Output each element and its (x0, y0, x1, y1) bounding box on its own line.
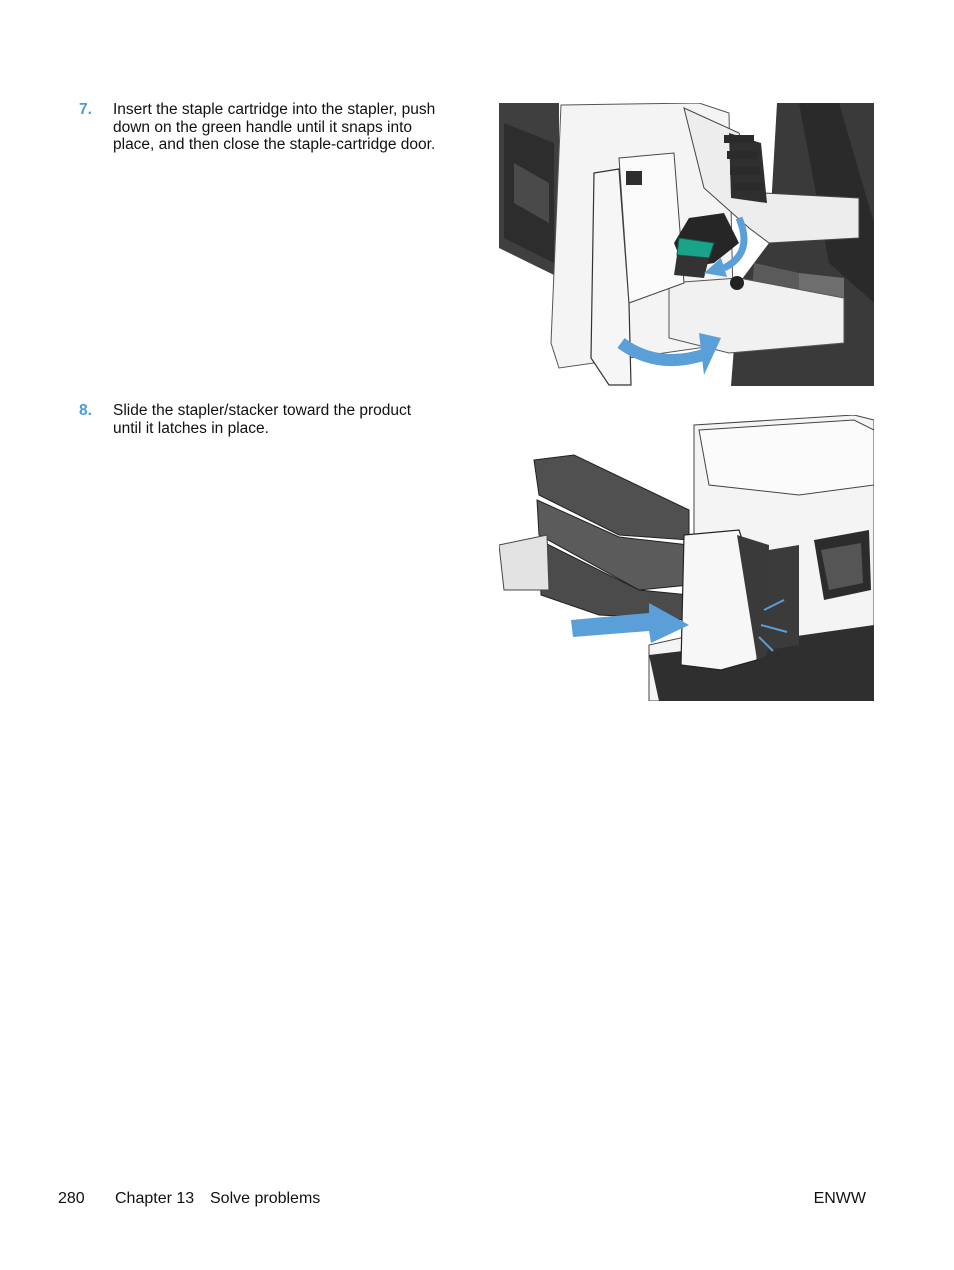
step-text: Insert the staple cartridge into the stapler, push down on the green handle until it snaps into place, and then close the staple-cartridge door. (113, 101, 436, 153)
step-text: Slide the stapler/stacker toward the product until it latches in place. (113, 402, 412, 437)
step-number: 7. (79, 101, 92, 118)
locale-code: ENWW (813, 1190, 866, 1207)
step-number: 8. (79, 402, 92, 419)
page-number: 280 (58, 1190, 85, 1207)
chapter-title: Solve problems (210, 1190, 321, 1207)
chapter-label: Chapter 13 (115, 1190, 195, 1207)
staple-cartridge-illustration (499, 103, 874, 386)
stapler-stacker-illustration (499, 415, 874, 701)
